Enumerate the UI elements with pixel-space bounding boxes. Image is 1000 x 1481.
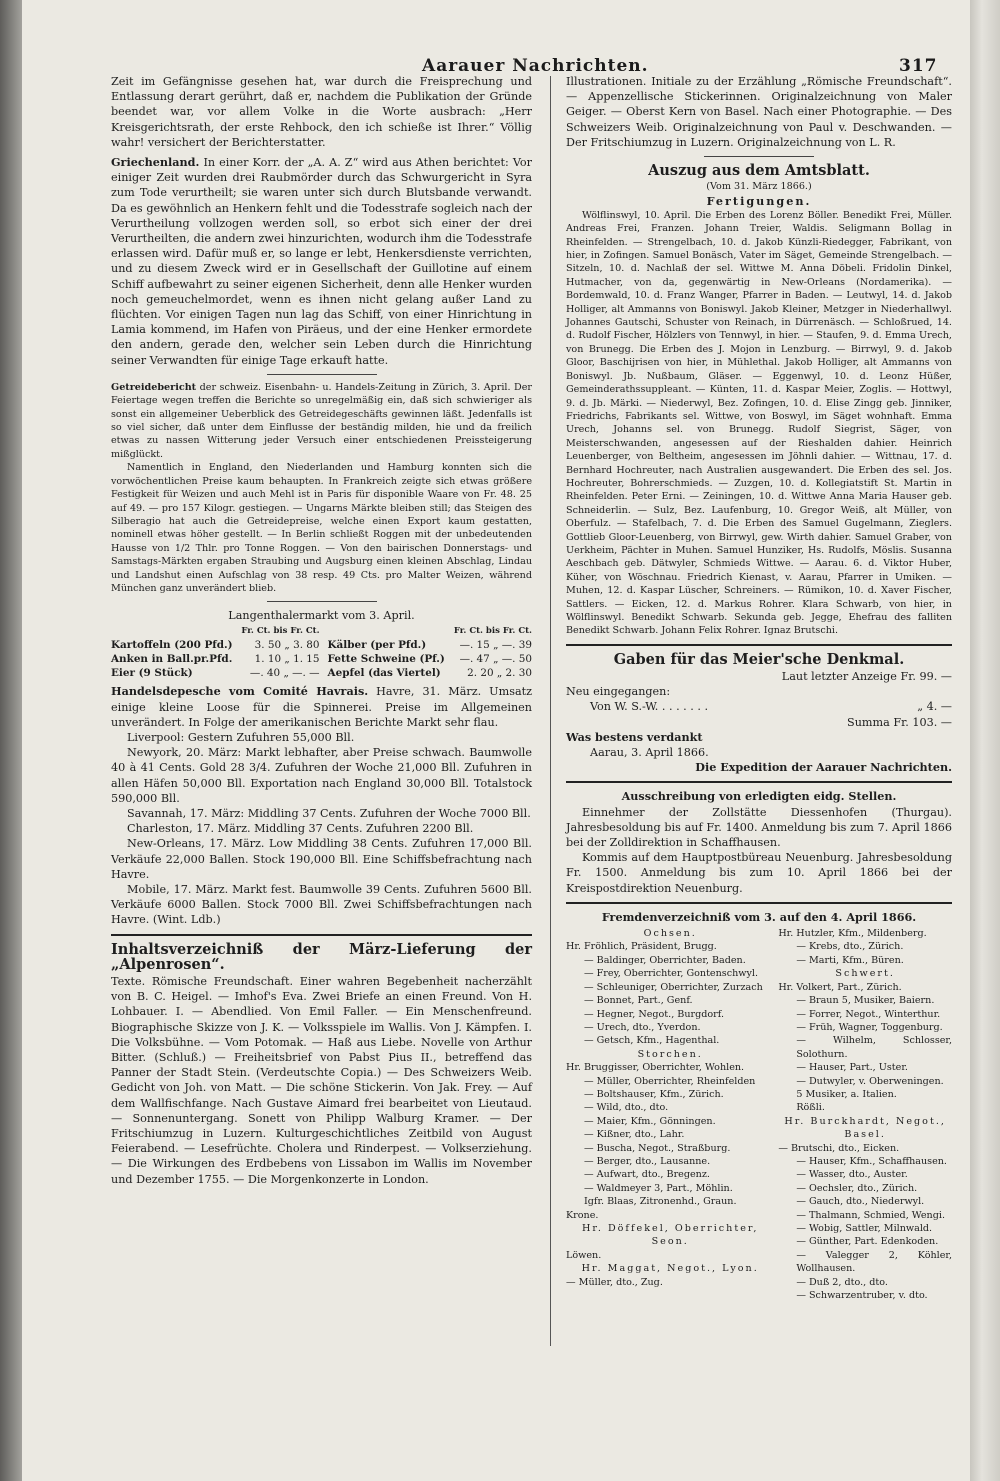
guest-entry: — Berger, dto., Lausanne.: [584, 1155, 711, 1167]
guest-entry: Hr. Hutzler, Kfm., Mildenberg.: [778, 928, 927, 940]
savannah-paragraph: Savannah, 17. März: Middling 37 Cents. Zufuhren der Woche 7000 Bll.: [127, 807, 531, 820]
item-name: Aepfel (das Viertel): [327, 667, 441, 680]
separator: [566, 902, 952, 904]
donation-amount: „ 4. —: [917, 700, 952, 714]
liverpool-line: Liverpool: Gestern Zufuhren 55,000 Bll.: [127, 730, 355, 744]
guest-entry: Igfr. Blaas, Zitronenhd., Graun.: [584, 1196, 737, 1208]
fremdenverzeichnis-heading: Fremdenverzeichniß vom 3. auf den 4. April 1866.: [601, 909, 917, 924]
item-price: —. 47 „ —. 50: [459, 652, 532, 665]
denkmal-new-label: Neu eingegangen:: [566, 685, 671, 699]
guest-entry: — Braun 5, Musiker, Baiern.: [796, 995, 935, 1007]
guest-entry: — Thalmann, Schmied, Wengi.: [796, 1209, 945, 1221]
guest-entry: — Wobig, Sattler, Milnwald.: [796, 1223, 933, 1235]
guest-entry: — Gauch, dto., Niederwyl.: [796, 1196, 925, 1208]
charleston-paragraph: Charleston, 17. März. Middling 37 Cents. Zufuhren 2200 Bll.: [127, 822, 474, 836]
guest-entry: 5 Musiker, a. Italien.: [796, 1088, 897, 1100]
stellen-item-1: Einnehmer der Zollstätte Diessenhofen (Thurgau). Jahresbesoldung bis auf Fr. 1400. Anmeldung bis zum 7. April 1866 bei der Zolldirektion in Schaffhausen.: [566, 805, 952, 850]
newspaper-page: [22, 0, 970, 1481]
donor: Von W. S.-W. . . . . . . .: [590, 700, 709, 714]
kreisgericht-paragraph: Zeit im Gefängnisse gesehen hat, war durch die Freisprechung und Entlassung derart gerührt, daß er, nachdem die Publikation der Gründe beendet war, vor allem Volke in die Worte ausbrach: „Herr Kreisgerichtsrath, der erste Rehbock, den ich schieße ist Ihrer.“ Völlig wahr! versichert der Berichterstatter.: [111, 75, 532, 149]
stellen-heading: Ausschreibung von erledigten eidg. Stellen.: [621, 789, 897, 804]
item-name: Eier (9 Stück): [111, 667, 193, 680]
getreidebericht-heading: Getreidebericht: [111, 381, 197, 393]
guest-entry: — Getsch, Kfm., Hagenthal.: [584, 1035, 720, 1047]
item-price: 3. 50 „ 3. 80: [254, 638, 320, 651]
fertigungen-list: Wölflinswyl, 10. April. Die Erben des Lorenz Böller. Benedikt Frei, Müller. Andreas Frei, Franzen. Johann Treier, Waldis. Seligmann Bollag in Rheinfelden. — Strengelbach, 10. d. Jakob Künzli-Riedegger, Fabrikant, von hier, in Zofingen. Samuel Bonäsch, Vater im Säget, Gemeinde Strengelbach. — Sitzeln, 10. d. Nachlaß der sel. Wittwe M. Anna Döbeli. Fridolin Dinkel, Hutmacher, von da, gegenwärtig in New-Orleans (Nordamerika). — Bordemwald, 10. d. Franz Wanger, Pfarrer in Baden. — Leutwyl, 14. d. Jakob Holliger, alt Ammanns von Boniswyl. Jakob Kleiner, Metzger in Niederhallwyl. Johannes Gautschi, Schuster von Reinach, in Dürrenäsch. — Schloßrued, 14. d. Rudolf Fischer, Hölzlers von Tennwyl, in hier. — Staufen, 9. d. Emma Urech, von Brunegg. Die Erben des J. Mojon in Lenzburg. — Birrwyl, 9. d. Jakob Gloor, Baschijrisen von hier, in Mühlethal. Jakob Holliger, alt Ammanns von Boniswyl. Jb. Nußbaum, Gläser. — Eggenwyl, 10. d. Leonz Hüßer, Gemeinderathssuppleant. — Künten, 11. d. Kaspar Meier, Zoglis. — Hottwyl, 9. d. Jb. Märki. — Niederwyl, Bez. Zofingen, 10. d. Elise Zingg geb. Jinniker, Friedrichs, Fabrikants sel. Wittwe, von Boswyl, im Säget wohnhaft. Emma Urech, Johanns sel. von Brunegg. Rudolf Siegrist, Säger, von Meisterschwanden, angesessen auf der Rieshalden dahier. Heinrich Leuenberger, von Beltheim, angesessen im Jöhnli dahier. — Wittnau, 17. d. Bernhard Hochreuter, nach Australien ausgewandert. Die Erben des sel. Jos. Hochreuter, Bohrerschmieds. — Zuzgen, 10. d. Kollegiatstift St. Martin in Rheinfelden. Peter Erni. — Zeiningen, 10. d. Wittwe Anna Maria Hauser geb. Schneiderlin. — Sulz, Bez. Laufenburg, 10. Gregor Weiß, alt Müller, von Oberfulz. — Stafelbach, 7. d. Die Erben des Samuel Gugelmann, Zieglers. Gottlieb Gloor-Leuenberg, von Birrwyl, gew. Wirth dahier. Samuel Graber, von Uerkheim, Pächter in Muhen. Samuel Hunziker, Hs. Rudolfs, Möslis. Susanna Aeschbach geb. Dätwyler, Schmieds Wittwe. — Aarau. 6. d. Viktor Huber, Küher, von Wöschnau. Friedrich Kienast, v. Aarau, Pfarrer in Umiken. — Muhen, 12. d. Kaspar Lüscher, Schreiners. — Rümikon, 10. d. Xaver Fischer, Sattlers. — Eicken, 12. d. Markus Rohrer. Klara Schwarb, von hier, in Wölflinswyl. Benedikt Schwarb. Sekunda geb. Jegge, Ehefrau des falliten Benedikt Schwarb. Johann Felix Rohrer. Ignaz Brutschi.: [566, 209, 952, 637]
griechenland-heading: Griechenland.: [111, 155, 200, 170]
item-name: Anken in Ball.pr.Pfd.: [111, 652, 233, 665]
guest-entry: Hr. Fröhlich, Präsident, Brugg.: [566, 941, 717, 953]
separator: [566, 781, 952, 783]
guest-entry: — Valegger 2, Köhler, Wollhausen.: [796, 1249, 952, 1275]
guest-entry: — Hauser, Part., Uster.: [796, 1062, 908, 1074]
separator: [267, 601, 377, 602]
guest-entry: — Hegner, Negot., Burgdorf.: [584, 1008, 725, 1020]
item-price: —. 15 „ —. 39: [459, 638, 532, 651]
guest-entry: — Wasser, dto., Auster.: [796, 1169, 908, 1181]
next-page-edge: [970, 0, 1000, 1481]
denkmal-sum: Summa Fr. 103. —: [847, 715, 952, 729]
newyork-paragraph: Newyork, 20. März: Markt lebhafter, aber Preise schwach. Baumwolle 40 à 41 Cents. Gold 28 3/4. Zufuhren der Woche 21,000 Bll. Zufuhren in allen Häfen 50,000 Bll. Exportation nach England 30,000 Bll. Totalstock 590,000 Bll.: [111, 746, 532, 805]
guest-entry: — Hauser, Kfm., Schaffhausen.: [796, 1155, 947, 1167]
denkmal-place-date: Aarau, 3. April 1866.: [590, 746, 709, 760]
guest-entry: — Oechsler, dto., Zürich.: [796, 1182, 918, 1194]
guest-entry: — Kißner, dto., Lahr.: [584, 1129, 685, 1141]
guest-entry: — Duß 2, dto., dto.: [796, 1276, 888, 1288]
alpenrosen-heading: Inhaltsverzeichniß der März-Lieferung der „Alpenrosen“.: [111, 940, 532, 973]
guest-entry: — Schwarzentruber, v. dto.: [796, 1290, 928, 1302]
guest-entry: — Waldmeyer 3, Part., Möhlin.: [584, 1182, 733, 1194]
hotel-name: Hr. Döffekel, Oberrichter, Seon.: [581, 1223, 759, 1248]
guest-entry: — Brutschi, dto., Eicken.: [778, 1142, 900, 1154]
item-price: 2. 20 „ 2. 30: [467, 667, 532, 680]
fertigungen-heading: Fertigungen.: [706, 193, 812, 208]
griechenland-text: In einer Korr. der „A. A. Z“ wird aus Athen berichtet: Vor einiger Zeit wurden drei Raubmörder durch das Schwurgericht in Syra zum Tode verurtheilt; sie waren unter sich durch Blutsbande verwandt. Da es gewöhnlich an Henkern fehlt und die Todesstrafe sogleich nach der Verurtheilung vollzogen werden soll, so erbot sich einer der drei Verurtheilten, die andern zwei hinzurichten, wodurch ihm die Todesstrafe erlassen wird. Dafür muß er, so lange er lebt, Henkersdienste verrichten, und zu diesem Zweck wird er in Gesellschaft der Guillotine auf einem Schiff aufbewahrt zu seiner eigenen Sicherheit, denn alle Henker wurden noch gemeuchelmordet, wenn es ihnen nicht gelang außer Land zu flüchten. Vor einigen Tagen nun lag das Schiff, von einer Hinrichtung in Lamia kommend, im Hafen von Piräeus, und der eine Henker ermordete den andern, gerade den, welcher sein Leben durch die Hinrichtung seiner Verwandten für einige Tage erkauft hatte.: [111, 156, 532, 367]
guest-entry: — Günther, Part. Edenkoden.: [796, 1236, 939, 1248]
item-price: 1. 10 „ 1. 15: [254, 652, 320, 665]
havre-text: Havre, 31. März. Umsatz einige kleine Loose für die Spinnerei. Preise im Allgemeinen unverändert. In Folge der amerikanischen Berichte Markt sehr flau.: [111, 685, 532, 729]
hotel-name: Storchen.: [637, 1048, 703, 1060]
hotel-name: Hr. Maggat, Negot., Lyon.: [581, 1263, 759, 1275]
market-price-table: [111, 624, 532, 681]
amtsblatt-date: (Vom 31. März 1866.): [706, 181, 812, 193]
item-name: Kälber (per Pfd.): [327, 638, 427, 651]
guest-entry: — Aufwart, dto., Bregenz.: [584, 1169, 710, 1181]
guest-entry: — Boltshauser, Kfm., Zürich.: [584, 1088, 724, 1100]
denkmal-donation-row: [566, 699, 952, 714]
separator: [267, 374, 377, 375]
item-name: Kartoffeln (200 Pfd.): [111, 638, 233, 651]
illustrationen-paragraph: Illustrationen. Initiale zu der Erzählung „Römische Freundschaft“. — Appenzellische Stickerinnen. Originalzeichnung von Maler Geiger. — Oberst Kern von Basel. Nach einer Photographie. — Des Schweizers Weib. Originalzeichnung von Paul v. Deschwanden. — Der Fritschiumzug in Luzern. Originalzeichnung von L. R.: [566, 75, 952, 149]
table-row: [111, 652, 532, 666]
guest-entry: — Marti, Kfm., Büren.: [796, 954, 904, 966]
alpenrosen-texte: Texte. Römische Freundschaft. Einer wahren Begebenheit nacherzählt von B. C. Heigel. — Imhof's Eva. Zwei Briefe an einen Freund. Von H. Lohbauer. I. — Abendlied. Von Emil Faller. — Ein Menschenfreund. Biographische Skizze von J. K. — Volksspiele im Wallis. Von J. Kämpfen. I. Die Volksbühne. — Vom Potomak. — Haß aus Liebe. Novelle von Arthur Bitter. (Schluß.) — Freiheitsbrief von Pabst Pius II., betreffend das Panner der Stadt Stein. (Verdeutschte Copia.) — Des Schweizers Weib. Gedicht von Joh. von Matt. — Die schöne Stickerin. Von Jak. Frey. — Auf dem Wallfischfange. Nach Gustave Aimard frei bearbeitet von Lieutaud. — Sonnenuntergang. Sonett von Philipp Walburg Kramer. — Der Fritschiumzug in Luzern. Kulturgeschichtliches Zeitbild von August Feierabend. — Lesefrüchte. Cholera und Rinderpest. — Volkserziehung. — Die Wirkungen des Erdbebens von Lissabon im Wallis im November und Dezember 1755. — Die Morgenkonzerte in London.: [111, 975, 532, 1186]
separator: [566, 644, 952, 646]
guest-entry: — Frey, Oberrichter, Gontenschwyl.: [584, 968, 759, 980]
hotel-name: Ochsen.: [643, 928, 697, 940]
guest-list-right: [778, 927, 952, 1302]
havre-paragraph: [111, 684, 532, 730]
guest-entry: Hr. Volkert, Part., Zürich.: [778, 981, 902, 993]
column-divider: [550, 76, 551, 1346]
right-column: [566, 74, 952, 1302]
page-number: 317: [899, 56, 938, 76]
havre-heading: Handelsdepesche vom Comité Havrais.: [111, 684, 369, 699]
denkmal-heading: Gaben für das Meier'sche Denkmal.: [613, 650, 905, 668]
guest-entry: Löwen.: [566, 1249, 602, 1261]
left-column: [111, 74, 532, 1187]
hotel-name: Schwert.: [835, 968, 895, 980]
guest-entry: — Früh, Wagner, Toggenburg.: [796, 1021, 943, 1033]
amtsblatt-heading: Auszug aus dem Amtsblatt.: [648, 162, 870, 180]
guest-entry: — Urech, dto., Yverdon.: [584, 1021, 701, 1033]
guest-entry: — Müller, Oberrichter, Rheinfelden: [584, 1075, 756, 1087]
mobile-paragraph: Mobile, 17. März. Markt fest. Baumwolle 39 Cents. Zufuhren 5600 Bll. Verkäufe 6000 Ballen. Stock 7000 Bll. Zwei Schiffsbefrachtungen nach Havre. (Wint. Ldb.): [111, 883, 532, 927]
guest-entry: — Forrer, Negot., Winterthur.: [796, 1008, 941, 1020]
getreidebericht: [111, 381, 532, 596]
guest-entry: — Schleuniger, Oberrichter, Zurzach: [584, 981, 763, 993]
getreidebericht-text-2: Namentlich in England, den Niederlanden und Hamburg konnten sich die vorwöchentlichen Preise kaum behaupten. In Frankreich zeigte sich etwas größere Festigkeit für Weizen und auch Mehl ist in Paris für disponible Waare von Fr. 48. 25 auf 49. — pro 157 Kilogr. gestiegen. — Ungarns Märkte bleiben still; das Steigen des Silberagio hat auch die Getreidepreise, welche einen Export kaum gestatten, nominell etwas höher gestellt. — In Berlin schließt Roggen mit der unbedeutenden Hausse von 1/2 Thlr. pro Tonne Roggen. — Von den bairischen Donnerstags- und Samstags-Märkten ergaben Straubing und Augsburg einen kleinen Abschlag, Lindau und Landshut einen Aufschlag von 38 resp. 49 Cts. pro Malter Weizen, während München ganz unverändert blieb.: [111, 462, 532, 594]
guest-entry: — Wilhelm, Schlosser, Solothurn.: [796, 1035, 952, 1060]
griechenland-paragraph: [111, 155, 532, 368]
guest-entry: Hr. Bruggisser, Oberrichter, Wohlen.: [566, 1062, 745, 1074]
table-row: [111, 666, 532, 680]
stellen-item-2: Kommis auf dem Hauptpostbüreau Neuenburg. Jahresbesoldung Fr. 1500. Anmeldung bis zum 10. April 1866 bei der Kreispostdirektion Neuenburg.: [566, 851, 952, 895]
guest-entry: — Baldinger, Oberrichter, Baden.: [584, 954, 746, 966]
guest-entry: Krone.: [566, 1209, 599, 1221]
item-price: —. 40 „ —. —: [249, 667, 320, 680]
getreidebericht-text: der schweiz. Eisenbahn- u. Handels-Zeitung in Zürich, 3. April. Der Feiertage wegen treffen die Berichte so unregelmäßig ein, daß sich schwieriger als sonst ein allgemeiner Ueberblick des Getreidegeschäfts gewinnen läßt. Jedenfalls ist so viel sicher, daß unter dem Einflusse der beständig milden, hie und da freilich etwas zu nassen Witterung jeder Versuch einer entschiedenen Preissteigerung mißglückt.: [111, 381, 532, 460]
price-col-header: Fr. Ct. bis Fr. Ct.: [241, 625, 320, 636]
item-name: Fette Schweine (Pf.): [327, 652, 445, 665]
guest-entry: — Buscha, Negot., Straßburg.: [584, 1142, 731, 1154]
table-row: [111, 638, 532, 652]
guest-list: [566, 927, 952, 1302]
hotel-name: Hr. Burckhardt, Negot., Basel.: [784, 1115, 946, 1141]
guest-entry: — Müller, dto., Zug.: [566, 1276, 663, 1288]
denkmal-previous-total: Laut letzter Anzeige Fr. 99. —: [781, 670, 952, 684]
markt-heading: Langenthalermarkt vom 3. April.: [228, 609, 415, 623]
book-binding-shadow: [0, 0, 22, 1481]
neworleans-paragraph: New-Orleans, 17. März. Low Middling 38 Cents. Zufuhren 17,000 Bll. Verkäufe 22,000 Ballen. Stock 190,000 Bll. Eine Schiffsbefrachtung nach Havre.: [111, 837, 532, 881]
price-col-header: Fr. Ct. bis Fr. Ct.: [453, 625, 532, 636]
guest-entry: — Dutwyler, v. Oberweningen.: [796, 1075, 944, 1087]
denkmal-signature: Die Expedition der Aarauer Nachrichten.: [695, 760, 952, 775]
guest-entry: — Bonnet, Part., Genf.: [584, 995, 693, 1007]
guest-entry: — Wild, dto., dto.: [584, 1102, 669, 1114]
running-title: Aarauer Nachrichten.: [422, 56, 649, 76]
guest-entry: Rößli.: [796, 1102, 825, 1114]
separator: [111, 934, 532, 936]
guest-list-left: [566, 927, 774, 1302]
guest-entry: — Krebs, dto., Zürich.: [796, 941, 904, 953]
separator: [704, 156, 814, 157]
guest-entry: — Maier, Kfm., Gönningen.: [584, 1115, 716, 1127]
denkmal-thanks: Was bestens verdankt: [566, 729, 703, 744]
